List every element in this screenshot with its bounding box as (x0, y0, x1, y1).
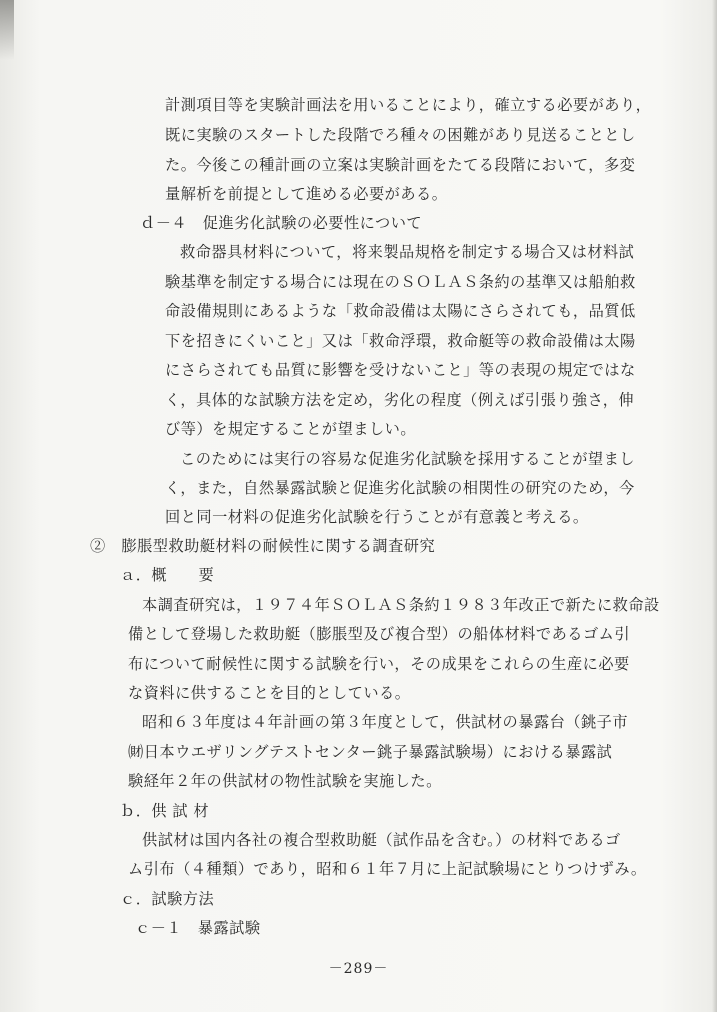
subsection-heading-c: ｃ．試験方法 (120, 890, 215, 908)
text-line: にさらされても品質に影響を受けないこと」等の表現の規定ではな (165, 361, 636, 379)
text-line: 既に実験のスタートした段階でろ種々の困難があり見送ることとし (165, 126, 636, 144)
text-line: く，具体的な試験方法を定め，劣化の程度（例えば引張り強さ，伸 (165, 391, 635, 409)
text-line: 救命器具材料について，将来製品規格を制定する場合又は材料試 (180, 243, 635, 261)
scan-edge-shadow (712, 0, 717, 1012)
text-line: 下を招きにくいこと」又は「救命浮環，救命艇等の救命設備は太陽 (165, 332, 636, 350)
text-line: 布について耐候性に関する試験を行い，その成果をこれらの生産に必要 (128, 655, 630, 673)
text-line: このためには実行の容易な促進劣化試験を採用することが望まし (180, 450, 635, 468)
section-heading-2: ② 膨脹型救助艇材料の耐候性に関する調査研究 (90, 537, 436, 555)
text-line: 命設備規則にあるような「救命設備は太陽にさらされても，品質低 (165, 302, 636, 320)
text-line: ム引布（４種類）であり，昭和６１年７月に上記試験場にとりつけずみ。 (128, 860, 647, 878)
text-line: 供試材は国内各社の複合型救助艇（試作品を含む。）の材料であるゴ (142, 831, 621, 849)
text-line: 備として登場した救助艇（膨脹型及び複合型）の船体材料であるゴム引 (128, 625, 630, 643)
text-line: 量解析を前提として進める必要がある。 (165, 185, 448, 203)
scan-corner-shadow (0, 0, 14, 60)
text-line: た。今後この種計画の立案は実験計画をたてる段階において，多変 (165, 156, 636, 174)
text-line: く，また，自然暴露試験と促進劣化試験の相関性の研究のため，今 (165, 479, 635, 497)
subsection-heading-b: ｂ．供 試 材 (120, 802, 210, 820)
text-line: 計測項目等を実験計画法を用いることにより，確立する必要があり， (165, 96, 652, 114)
text-line: ㈶日本ウエザリングテストセンター銚子暴露試験場）における暴露試 (128, 743, 613, 761)
text-line: 回と同一材料の促進劣化試験を行うことが有意義と考える。 (165, 508, 589, 526)
page-number: －289－ (328, 961, 389, 977)
text-line: び等）を規定することが望ましい。 (165, 420, 416, 438)
text-line: 験基準を制定する場合には現在のＳＯＬＡＳ条約の基準又は船舶救 (165, 273, 636, 291)
section-heading-d4: ｄ－４ 促進劣化試験の必要性について (140, 214, 423, 232)
text-line: 験経年２年の供試材の物性試験を実施した。 (128, 772, 442, 790)
subsection-heading-a: ａ．概 要 (120, 566, 215, 584)
text-line: 昭和６３年度は４年計画の第３年度として，供試材の暴露台（銚子市 (142, 713, 629, 731)
text-line: 本調査研究は，１９７４年ＳＯＬＡＳ条約１９８３年改正で新たに救命設 (142, 596, 660, 614)
text-line: な資料に供することを目的としている。 (128, 684, 411, 702)
subsection-heading-c1: ｃ－１ 暴露試験 (135, 919, 261, 937)
